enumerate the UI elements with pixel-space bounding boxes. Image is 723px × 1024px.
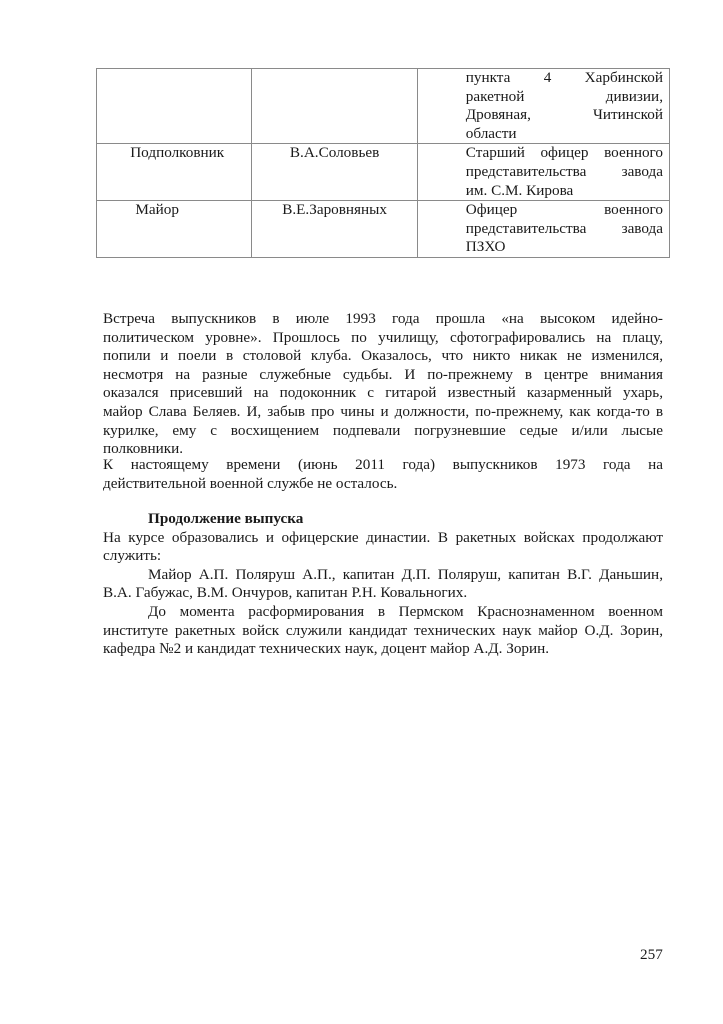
position-cell [417,201,669,258]
position-line: ракетной дивизии, [465,87,663,105]
rank-cell: Майор [97,201,252,258]
officers-table [96,68,670,258]
position-line: Старший офицер военного [465,144,663,162]
page-number: 257 [640,946,663,963]
table-row [97,69,670,144]
paragraph-reunion: Встреча выпускников в июле 1993 года прошла «на высоком идейно- политическом уровне». Прошлось по училищу, сфотографировались на плацу, попили и поели в столовой клуба. Оказалось, что никто никак не изменился, несмотря на разные служебные судьбы. И по-прежнему в центре внимания оказался присевший на подоконник с гитарой известный казарменный ухарь, майор Слава Беляев. И, забыв про чины и должности, по-прежнему, как когда-то в курилке, ему с восхищением подпевали погрузневшие седые и/или лысые полковники. [103,310,663,458]
position-line: Дровяная, Читинской [465,106,663,124]
table-row [97,201,670,258]
position-line: Офицер военного [465,201,663,219]
position-line: ПЗХО [465,238,506,256]
paragraph-status-2011: К настоящему времени (июнь 2011 года) выпускников 1973 года на действительной военной службе не осталось. [103,456,663,492]
table-row [97,144,670,201]
position-line: представительства завода [465,162,663,180]
position-cell [417,144,669,201]
position-line: области [465,124,517,142]
name-cell: В.Е.Заровняных [252,201,417,258]
section-continuation: Продолжение выпуска На курсе образовались и офицерские династии. В ракетных войсках продолжают служить: Майор А.П. Поляруш А.П., капитан Д.П. Поляруш, капитан В.Г. Даньшин, В.А. Габужас, В.М. Ончуров, капитан Р.Н. Ковальногих. До момента расформирования в Пермском Краснознаменном военном институте ракетных войск служили кандидат технических наук майор О.Д. Зорин, кафедра №2 и кандидат технических наук, доцент майор А.Д. Зорин. [103,510,663,658]
rank-cell: Подполковник [97,144,252,201]
name-cell [252,69,417,144]
section-heading: Продолжение выпуска [148,510,304,527]
name-cell: В.А.Соловьев [252,144,417,201]
position-line: пункта 4 Харбинской [465,69,663,86]
position-line: представительства завода [465,219,663,237]
rank-cell [97,69,252,144]
position-cell [417,69,669,144]
position-line: им. С.М. Кирова [465,181,574,199]
